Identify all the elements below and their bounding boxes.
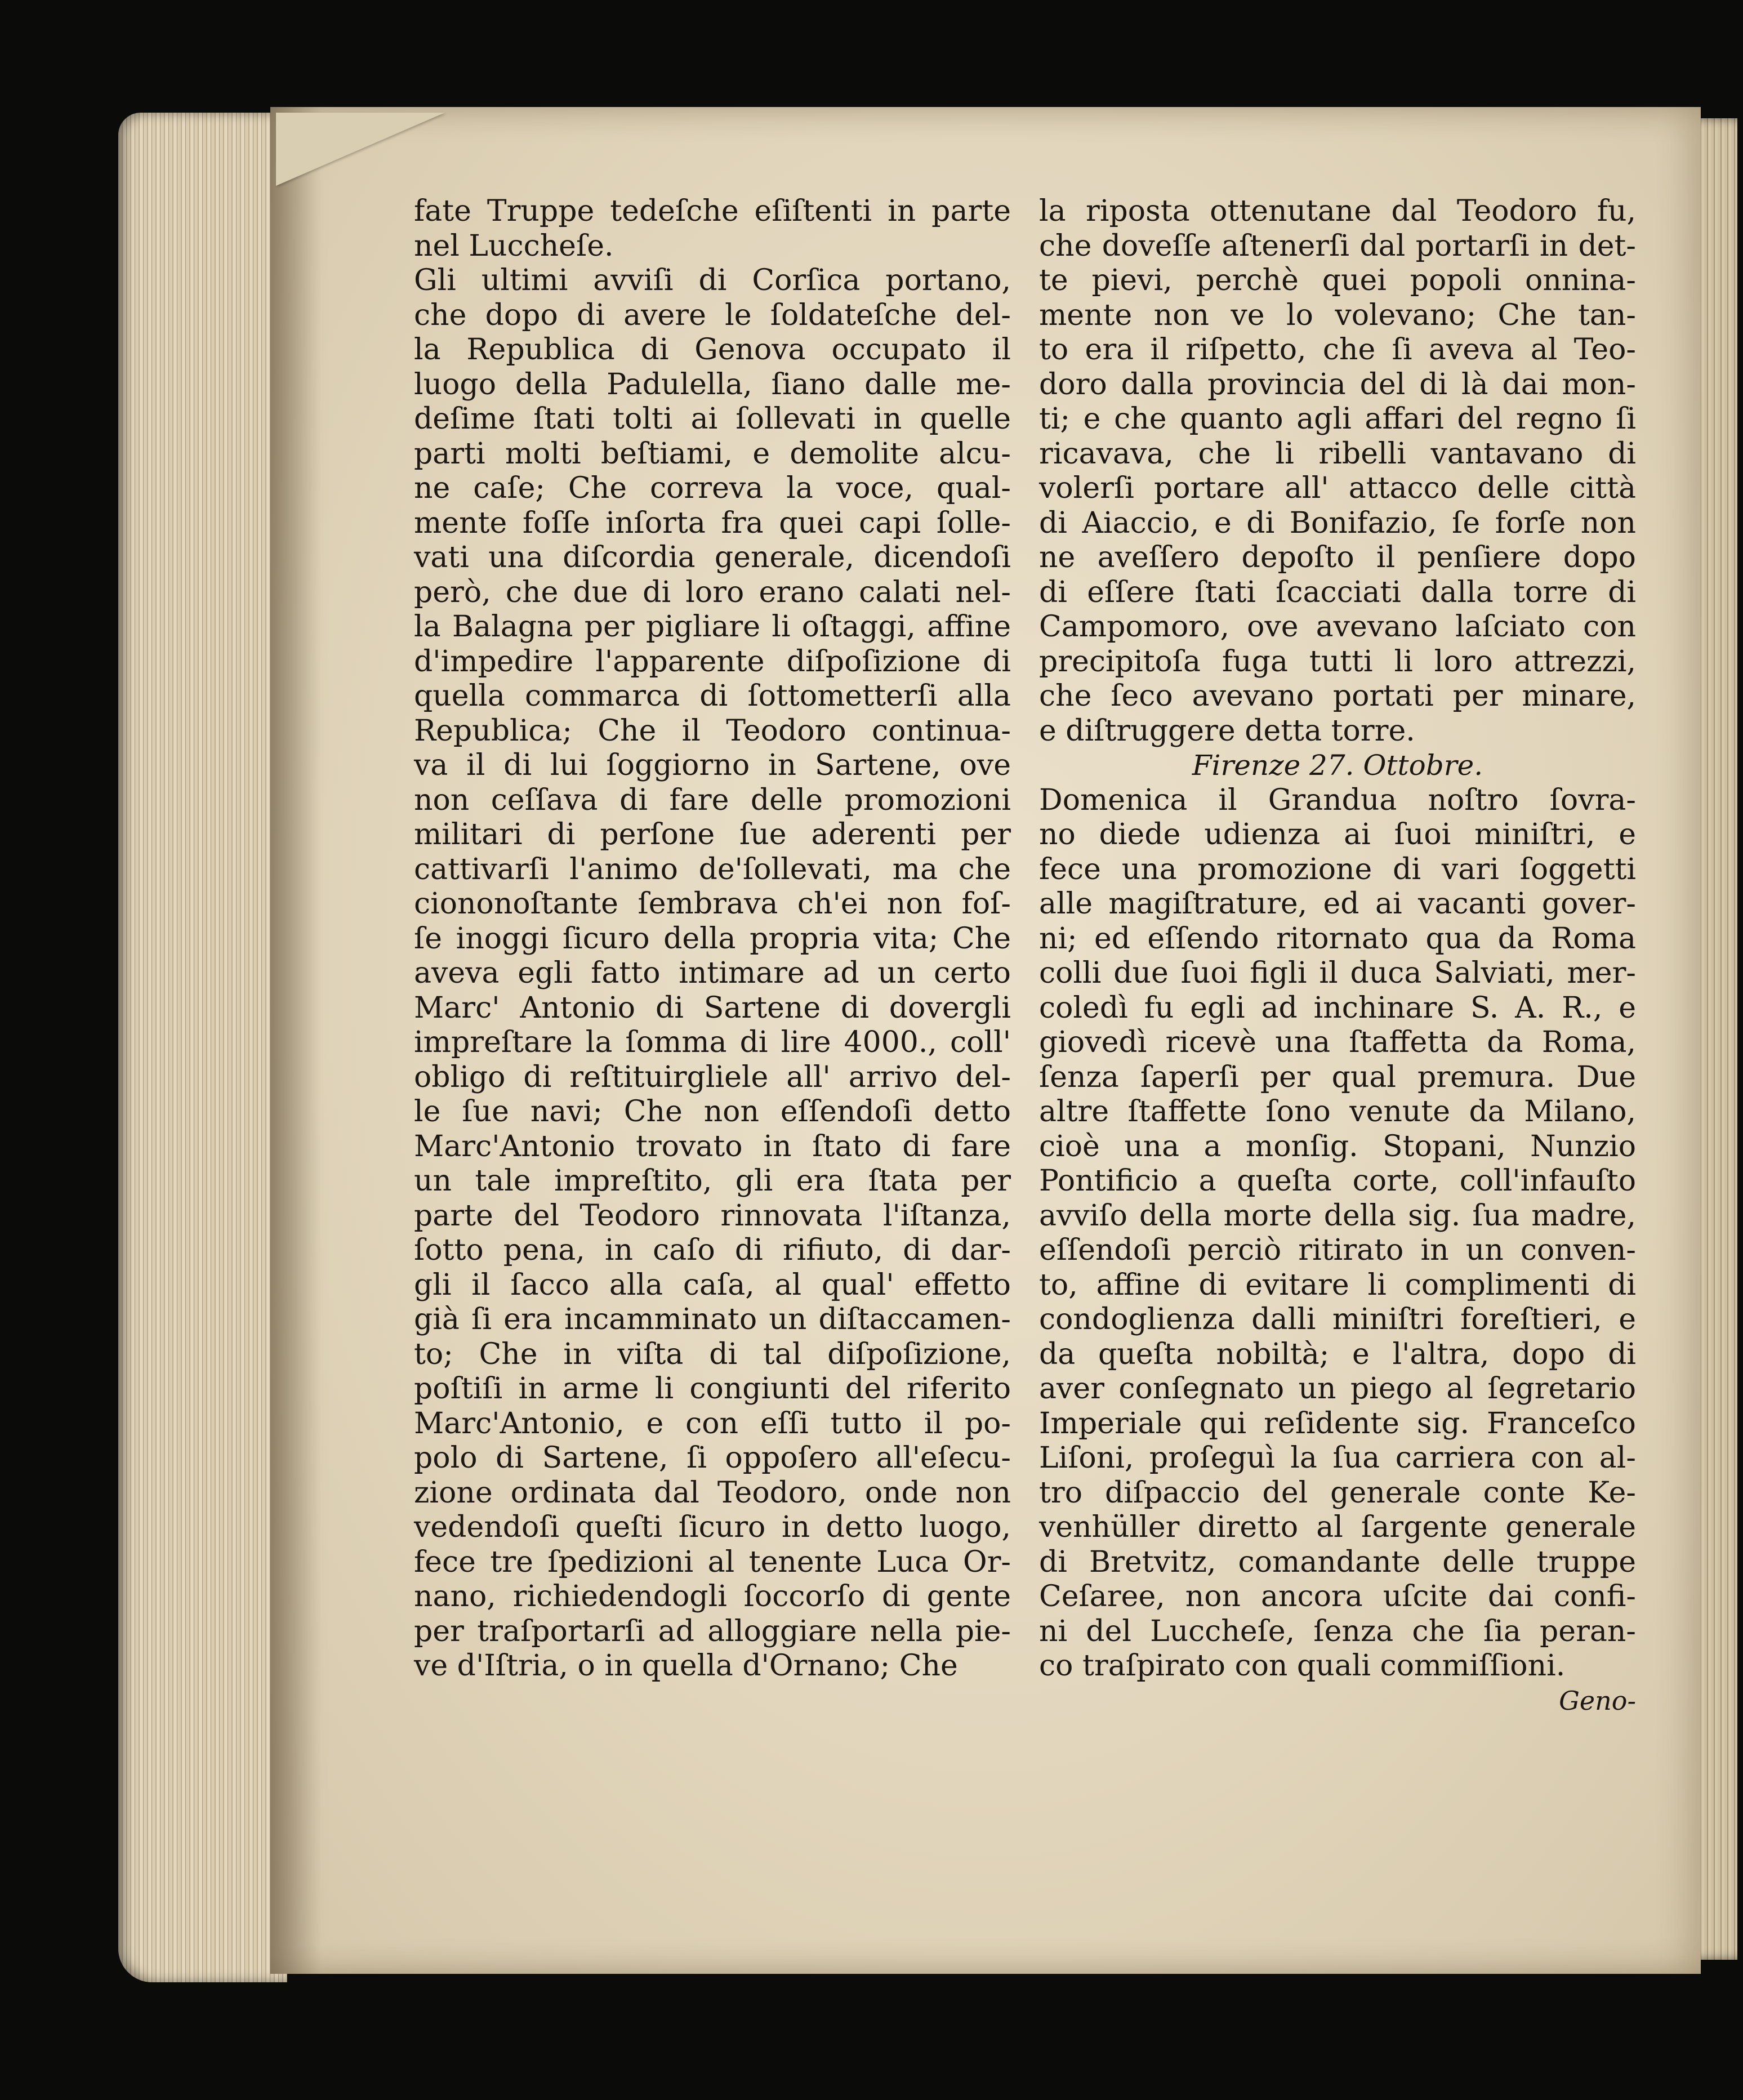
text-line: polo di Sartene, ſi oppoſero all'eſecu- <box>414 1441 1011 1475</box>
text-line: zione ordinata dal Teodoro, onde non <box>414 1475 1011 1510</box>
left-column <box>414 194 1011 1684</box>
text-line: Marc'Antonio, e con eſſi tutto il po- <box>414 1406 1011 1441</box>
text-line: tro diſpaccio del generale conte Ke- <box>1039 1475 1636 1510</box>
text-line: impreſtare la ſomma di lire 4000., coll' <box>414 1026 1011 1059</box>
text-line: ſenza ſaperſi per qual premura. Due <box>1039 1060 1636 1094</box>
text-line: di eſſere ſtati ſcacciati dalla torre di <box>1039 575 1636 609</box>
text-line: fece una promozione di vari ſoggetti <box>1039 852 1636 886</box>
text-line: Domenica il Grandua noſtro ſovra- <box>1039 783 1636 817</box>
text-line: non ceſſava di fare delle promozioni <box>414 783 1011 817</box>
text-line: cioè una a monſig. Stopani, Nunzio <box>1039 1129 1636 1163</box>
text-line: ni; ed eſſendo ritornato qua da Roma <box>1039 921 1636 956</box>
text-line: di Aiaccio, e di Bonifazio, ſe forſe non <box>1039 506 1636 540</box>
text-line: che dopo di avere le ſoldateſche del- <box>414 298 1011 332</box>
text-line: fate Truppe tedeſche eſiſtenti in parte <box>414 194 1011 228</box>
text-line: Pontificio a queſta corte, coll'infauſto <box>1039 1164 1636 1198</box>
text-line: giovedì ricevè una ſtaffetta da Roma, <box>1039 1026 1636 1059</box>
gutter-shadow <box>270 107 321 1974</box>
text-line: ve d'Iſtria, o in quella d'Ornano; Che <box>414 1649 958 1683</box>
text-line: cattivarſi l'animo de'ſollevati, ma che <box>414 852 1011 886</box>
text-line: to; Che in viſta di tal diſpoſizione, <box>414 1337 1011 1371</box>
text-line: un tale impreſtito, gli era ſtata per <box>414 1164 1011 1198</box>
text-line: Marc'Antonio trovato in ſtato di fare <box>414 1129 1011 1163</box>
text-line: precipitoſa fuga tutti li loro attrezzi, <box>1039 644 1636 679</box>
text-line: aveva egli fatto intimare ad un certo <box>414 956 1011 990</box>
text-line: doro dalla provincia del di là dai mon- <box>1039 367 1636 402</box>
text-line: nel Luccheſe. <box>414 229 614 263</box>
text-line: va il di lui ſoggiorno in Sartene, ove <box>414 748 1011 782</box>
text-line: ne caſe; Che correva la voce, qual- <box>414 471 1011 505</box>
text-line: Liſoni, proſeguì la ſua carriera con al- <box>1039 1441 1636 1475</box>
right-column-top <box>1039 194 1636 748</box>
text-line: venhüller diretto al ſargente generale <box>1039 1510 1636 1544</box>
text-line: ricavava, che li ribelli vantavano di <box>1039 436 1636 471</box>
text-line: le ſue navi; Che non eſſendoſi detto <box>414 1095 1011 1129</box>
text-line: alle magiſtrature, ed ai vacanti gover- <box>1039 887 1636 921</box>
text-line: Marc' Antonio di Sartene di dovergli <box>414 991 1011 1025</box>
text-line: Republica; Che il Teodoro continua- <box>414 714 1011 748</box>
text-line: mente foſſe inſorta fra quei capi ſolle- <box>414 506 1011 540</box>
text-line: to, affine di evitare li complimenti di <box>1039 1268 1636 1302</box>
text-line: fece tre ſpedizioni al tenente Luca Or- <box>414 1545 1011 1579</box>
text-line: Ceſaree, non ancora uſcite dai confi- <box>1039 1580 1636 1613</box>
text-line: mente non ve lo volevano; Che tan- <box>1039 298 1636 332</box>
text-line: deſime ſtati tolti ai ſollevati in quelle <box>414 402 1011 436</box>
right-column-bottom <box>1039 783 1636 1684</box>
text-line: che ſeco avevano portati per minare, <box>1039 679 1636 713</box>
text-line: ſotto pena, in caſo di rifiuto, di dar- <box>414 1233 1011 1267</box>
text-line: la Balagna per pigliare li oſtaggi, affine <box>414 610 1011 644</box>
text-line: to era il riſpetto, che ſi aveva al Teo- <box>1039 333 1636 367</box>
text-line: poſtiſi in arme li congiunti del riferito <box>414 1372 1011 1406</box>
text-line: ni del Luccheſe, ſenza che ſia peran- <box>1039 1614 1636 1648</box>
text-line: co traſpirato con quali commiſſioni. <box>1039 1649 1566 1683</box>
text-line: ti; e che quanto agli affari del regno ſi <box>1039 402 1636 436</box>
text-line: volerſi portare all' attacco delle città <box>1039 471 1636 505</box>
text-line: che doveſſe aſtenerſi dal portarſi in det- <box>1039 229 1636 263</box>
text-line: e diſtruggere detta torre. <box>1039 714 1415 748</box>
text-line: ſe inoggi ſicuro della propria vita; Che <box>414 921 1011 956</box>
text-line: nano, richiedendogli ſoccorſo di gente <box>414 1580 1011 1613</box>
text-line: di Bretvitz, comandante delle truppe <box>1039 1545 1636 1579</box>
text-line: aver conſegnato un piego al ſegretario <box>1039 1372 1636 1406</box>
text-line: luogo della Padulella, ſiano dalle me- <box>414 367 1011 402</box>
text-line: no diede udienza ai ſuoi miniſtri, e <box>1039 818 1636 851</box>
text-line: ne aveſſero depoſto il penſiere dopo <box>1039 541 1636 574</box>
right-column <box>1039 194 1636 1718</box>
text-line: già ſi era incamminato un diſtaccamen- <box>414 1303 1011 1336</box>
text-line: condoglienza dalli miniſtri foreſtieri, e <box>1039 1303 1636 1336</box>
text-line: avviſo della morte della sig. ſua madre, <box>1039 1198 1636 1233</box>
page-stack-left <box>118 113 287 1982</box>
text-line: obligo di reſtituirgliele all' arrivo del- <box>414 1060 1011 1094</box>
text-line: vati una diſcordia generale, dicendoſi <box>414 541 1011 574</box>
text-line: parte del Teodoro rinnovata l'iſtanza, <box>414 1198 1011 1233</box>
text-line: te pievi, perchè quei popoli onnina- <box>1039 264 1636 297</box>
dateline: Firenze 27. Ottobre. <box>1192 749 1483 782</box>
text-line: colli due ſuoi figli il duca Salviati, mer- <box>1039 956 1636 990</box>
text-line: altre ſtaffette ſono venute da Milano, <box>1039 1095 1636 1129</box>
text-line: vedendoſi queſti ſicuro in detto luogo, <box>414 1510 1011 1544</box>
text-line: Campomoro, ove avevano laſciato con <box>1039 610 1636 644</box>
text-line: eſſendoſi perciò ritirato in un conven- <box>1039 1233 1636 1267</box>
text-line: Gli ultimi avviſi di Corſica portano, <box>414 264 1011 297</box>
text-line: però, che due di loro erano calati nel- <box>414 575 1011 609</box>
text-line: militari di perſone ſue aderenti per <box>414 818 1011 851</box>
text-line: da queſta nobiltà; e l'altra, dopo di <box>1039 1337 1636 1371</box>
text-line: coledì fu egli ad inchinare S. A. R., e <box>1039 991 1636 1025</box>
text-line: quella commarca di ſottometterſi alla <box>414 679 1011 713</box>
catchword: Geno- <box>1559 1685 1636 1716</box>
text-line: per traſportarſi ad alloggiare nella pie- <box>414 1614 1011 1648</box>
text-line: Imperiale qui reſidente sig. Franceſco <box>1039 1406 1636 1441</box>
text-line: gli il ſacco alla caſa, al qual' effetto <box>414 1268 1011 1302</box>
text-line: ciononoſtante ſembrava ch'ei non foſ- <box>414 887 1011 921</box>
text-line: la Republica di Genova occupato il <box>414 333 1011 367</box>
folded-corner <box>276 113 445 186</box>
text-line: parti molti beſtiami, e demolite alcu- <box>414 436 1011 471</box>
text-line: d'impedire l'apparente diſpoſizione di <box>414 644 1011 679</box>
text-line: la riposta ottenutane dal Teodoro fu, <box>1039 194 1636 228</box>
